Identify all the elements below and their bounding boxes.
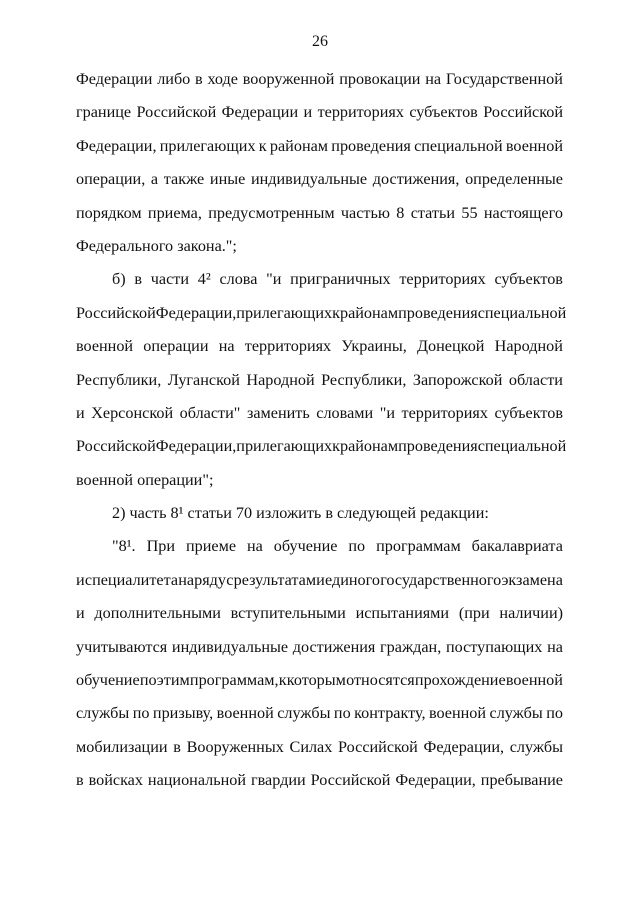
text-word: на <box>218 337 235 356</box>
text-word: на <box>246 537 263 556</box>
text-word: Республики, <box>76 370 162 389</box>
text-word: наличии) <box>499 604 563 623</box>
text-word: порядком <box>76 203 142 222</box>
text-word: на <box>547 637 563 656</box>
text-word: Российской <box>483 103 563 122</box>
text-word: на <box>425 70 442 88</box>
text-word: государственного <box>380 570 502 589</box>
text-word: словами <box>316 403 374 422</box>
text-word: ходе <box>207 70 238 88</box>
text-word: субъектов <box>409 103 478 122</box>
text-line <box>76 430 567 463</box>
text-word: Федерации, <box>155 437 237 456</box>
text-word: к <box>258 136 267 155</box>
text-word: 8 <box>396 203 405 222</box>
document-body <box>76 63 567 798</box>
text-line <box>76 230 563 263</box>
text-line <box>76 497 563 530</box>
text-word: проведения <box>398 303 478 322</box>
text-word: с <box>226 570 234 589</box>
text-word: учитываются <box>76 637 168 656</box>
text-line <box>76 664 563 697</box>
text-line <box>76 130 563 163</box>
text-word: "и <box>379 403 395 422</box>
text-word: части <box>150 270 190 289</box>
text-word: поступающих <box>445 637 543 656</box>
text-word: по <box>139 671 157 690</box>
text-word: по <box>546 704 563 723</box>
text-word: районам <box>339 303 399 322</box>
text-word: Федерации <box>221 103 299 122</box>
text-word: вступительными <box>230 604 346 623</box>
text-line <box>76 197 563 230</box>
text-word: иные <box>209 170 246 189</box>
text-word: войсках <box>88 771 143 790</box>
text-word: Федерального закона."; <box>76 236 237 255</box>
text-word: мобилизации <box>76 737 168 756</box>
text-word: Федерации, <box>423 737 505 756</box>
text-word: по <box>132 704 150 723</box>
text-word: обучение <box>273 537 338 556</box>
text-word: "8¹. <box>112 537 136 556</box>
text-word: достижения, <box>372 170 460 189</box>
text-word: (при <box>458 604 490 623</box>
text-word: национальной <box>147 771 247 790</box>
text-word: граждан, <box>380 637 442 656</box>
text-word: приграничных <box>290 270 391 289</box>
text-word: районам <box>269 136 329 155</box>
text-word: наряду <box>178 570 226 589</box>
text-word: Народной <box>246 370 315 389</box>
text-word: заменить <box>246 403 310 422</box>
text-word: При <box>146 537 176 556</box>
text-word: которым <box>286 671 346 690</box>
text-word: прохождение <box>414 671 506 690</box>
text-word: приеме <box>185 537 237 556</box>
text-word: к <box>332 303 340 322</box>
text-word: гвардии <box>250 771 306 790</box>
text-word: территориях <box>399 270 486 289</box>
text-word: Российской <box>136 103 217 122</box>
text-word: призыву, <box>152 704 214 723</box>
text-word: провокации <box>339 70 421 88</box>
text-line <box>76 597 563 630</box>
text-word: субъектов <box>494 403 563 422</box>
text-line <box>76 364 563 397</box>
text-word: в <box>195 70 203 88</box>
text-word: испытаниями <box>355 604 450 623</box>
text-word: в <box>134 270 143 289</box>
text-word: Государственной <box>445 70 563 88</box>
text-word: этим <box>156 671 190 690</box>
text-word: также <box>163 170 205 189</box>
text-word: службы <box>509 737 563 756</box>
text-word: Федерации, <box>155 303 237 322</box>
text-word: операции <box>143 337 209 356</box>
text-word: Федерации <box>76 70 153 88</box>
text-word: настоящего <box>483 203 563 222</box>
text-word: службы <box>489 704 543 723</box>
text-word: 4² <box>197 270 211 289</box>
text-word: прилегающих <box>236 303 333 322</box>
text-word: области" <box>179 403 241 422</box>
text-word: Республики, <box>321 370 407 389</box>
text-word: а <box>150 170 159 189</box>
page-number: 26 <box>312 33 328 50</box>
text-word: достижения <box>292 637 376 656</box>
text-word: Российской <box>310 771 391 790</box>
text-word: специальной <box>477 437 567 456</box>
text-word: военной операции"; <box>76 470 214 489</box>
text-word: в <box>173 737 181 756</box>
text-word: территориях <box>244 337 332 356</box>
text-word: военной <box>216 704 274 723</box>
text-word: пребывание <box>480 771 563 790</box>
text-word: специалитета <box>84 570 179 589</box>
text-word: по <box>333 704 351 723</box>
text-word: и <box>76 570 85 589</box>
text-word: к <box>278 671 287 690</box>
text-word: Федерации, <box>395 771 476 790</box>
text-word: определенные <box>465 170 563 189</box>
text-word: Народной <box>494 337 563 356</box>
text-word: экзамена <box>501 570 563 589</box>
text-word: и <box>76 604 85 623</box>
text-word: слова <box>219 270 258 289</box>
text-word: территориях <box>401 403 488 422</box>
text-word: индивидуальные <box>171 637 289 656</box>
text-word: районам <box>339 437 399 456</box>
text-word: Луганской <box>167 370 240 389</box>
text-word: Херсонской <box>91 403 174 422</box>
text-word: Донецкой <box>417 337 485 356</box>
text-word: 2) часть 8¹ статьи 70 изложить в следующей редакции: <box>112 504 489 523</box>
text-line <box>76 63 563 96</box>
text-word: службы <box>76 704 130 723</box>
text-word: приема, <box>147 203 202 222</box>
text-word: границе <box>76 103 132 122</box>
text-word: статьи <box>410 203 456 222</box>
text-line <box>76 397 563 430</box>
text-word: 55 <box>461 203 478 222</box>
text-word: военной <box>76 337 134 356</box>
text-word: военной <box>428 704 487 723</box>
text-word: Российской <box>76 437 156 456</box>
text-word: частью <box>340 203 390 222</box>
text-line <box>76 163 563 196</box>
text-word: единого <box>325 570 380 589</box>
text-word: и <box>303 103 313 122</box>
text-word: контракту, <box>354 704 426 723</box>
text-word: Российской <box>338 737 418 756</box>
text-line <box>76 330 563 363</box>
text-word: предусмотренным <box>208 203 335 222</box>
text-word: вооруженной <box>242 70 335 88</box>
text-word: обучение <box>76 671 140 690</box>
text-line <box>76 530 563 563</box>
text-word: проведения <box>331 136 411 155</box>
text-word: операции, <box>76 170 146 189</box>
text-word: военной <box>505 136 563 155</box>
text-word: прилегающих <box>159 136 256 155</box>
text-word: дополнительными <box>94 604 221 623</box>
text-word: проведения <box>398 437 478 456</box>
text-line <box>76 96 563 129</box>
text-word: территориях <box>317 103 404 122</box>
text-word: военной <box>505 671 563 690</box>
text-line <box>76 297 567 330</box>
text-word: бакалавриата <box>471 537 563 556</box>
text-word: программам <box>376 537 461 556</box>
text-word: Вооруженных <box>186 737 284 756</box>
text-line <box>76 731 563 764</box>
text-line <box>76 564 563 597</box>
text-word: в <box>76 771 84 790</box>
text-line <box>76 697 563 730</box>
text-word: Запорожской <box>412 370 503 389</box>
text-word: Федерации, <box>76 136 157 155</box>
text-word: б) <box>112 270 126 289</box>
text-word: специальной <box>414 136 503 155</box>
text-word: Украины, <box>341 337 407 356</box>
text-word: результатами <box>233 570 325 589</box>
text-line <box>76 764 563 797</box>
text-word: программам, <box>189 671 279 690</box>
text-line <box>76 631 563 664</box>
text-line <box>76 263 563 296</box>
text-word: прилегающих <box>236 437 333 456</box>
text-word: индивидуальные <box>250 170 368 189</box>
text-word: специальной <box>477 303 567 322</box>
text-word: к <box>332 437 340 456</box>
text-word: области <box>508 370 563 389</box>
text-word: субъектов <box>494 270 563 289</box>
text-word: и <box>76 403 85 422</box>
text-word: "и <box>266 270 282 289</box>
text-line <box>76 464 563 497</box>
text-word: Силах <box>289 737 333 756</box>
text-word: относятся <box>346 671 415 690</box>
text-word: либо <box>157 70 191 88</box>
text-word: службы <box>277 704 331 723</box>
text-word: Российской <box>76 303 156 322</box>
text-word: по <box>348 537 366 556</box>
